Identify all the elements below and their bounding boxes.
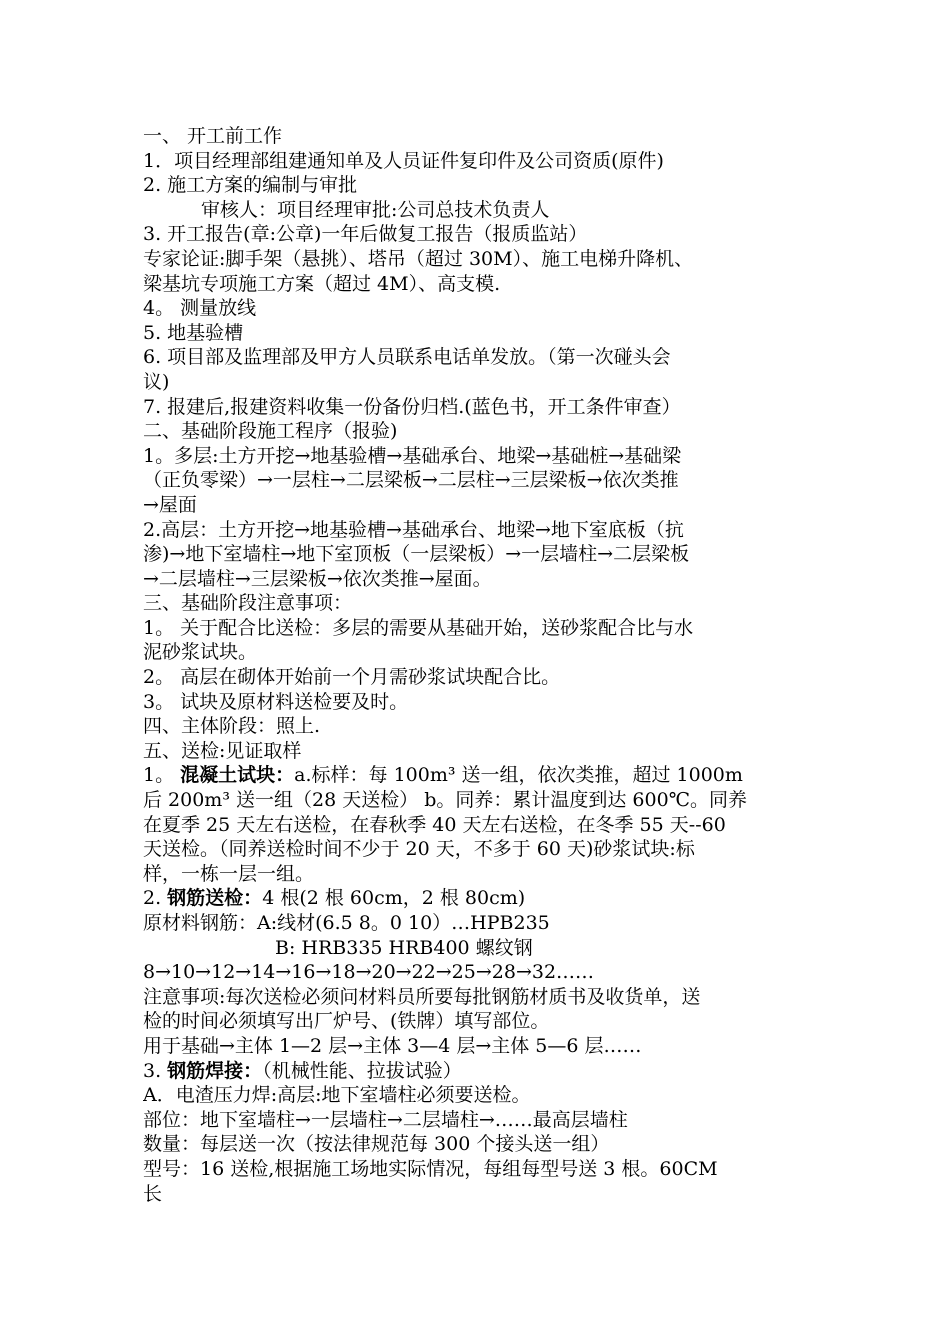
document-body xyxy=(143,124,808,1206)
rebar-weld-line xyxy=(143,1059,808,1084)
bold-label: 混凝土试块： xyxy=(180,764,295,787)
text-line: 梁基坑专项施工方案（超过 4M）、高支模. xyxy=(143,272,501,295)
text-line: 原材料钢筋：A:线材(6.5 8。0 10）…HPB235 xyxy=(143,912,550,934)
text-line: 4。 测量放线 xyxy=(143,297,257,320)
item-number: 1。 xyxy=(143,764,181,787)
text-line: 长 xyxy=(143,1182,163,1205)
section-heading-1: 一、 开工前工作 xyxy=(143,125,283,147)
rebar-test-line xyxy=(143,886,808,911)
text-line: （正负零梁）→一层柱→二层梁板→二层柱→三层梁板→依次类推 xyxy=(143,469,679,492)
text-line: 检的时间必须填写出厂炉号、(铁牌）填写部位。 xyxy=(143,1010,550,1033)
section-heading-2: 二、基础阶段施工程序（报验) xyxy=(143,420,398,443)
item-text: a.标样：每 100m³ 送一组，依次类推，超过 1000m xyxy=(294,764,743,787)
text-line: 2. 施工方案的编制与审批 xyxy=(143,174,358,197)
text-line: 1．项目经理部组建通知单及人员证件复印件及公司资质(原件) xyxy=(143,149,664,172)
item-text: （机械性能、拉拔试验） xyxy=(262,1059,462,1082)
text-line: 7. 报建后,报建资料收集一份备份归档.(蓝色书，开工条件审查） xyxy=(143,395,681,418)
text-line: 6. 项目部及监理部及甲方人员联系电话单发放。（第一次碰头会 xyxy=(143,346,671,369)
bold-label: 钢筋焊接： xyxy=(167,1059,263,1082)
text-line: →屋面 xyxy=(143,493,197,516)
text-line: 3. 开工报告(章:公章)一年后做复工报告（报质监站） xyxy=(143,223,588,246)
text-line: 3。 试块及原材料送检要及时。 xyxy=(143,690,409,713)
text-line: 型号：16 送检,根据施工场地实际情况，每组每型号送 3 根。60CM xyxy=(143,1157,718,1180)
text-line: 议) xyxy=(143,370,170,393)
text-line: 1。多层:土方开挖→地基验槽→基础承台、地梁→基础桩→基础梁 xyxy=(143,444,682,467)
text-line: 样，一栋一层一组。 xyxy=(143,862,315,885)
text-line: 部位：地下室墙柱→一层墙柱→二层墙柱→……最高层墙柱 xyxy=(143,1108,628,1131)
text-line: A．电渣压力焊:高层:地下室墙柱必须要送检。 xyxy=(143,1084,531,1107)
text-line: 2.高层：土方开挖→地基验槽→基础承台、地梁→地下室底板（抗 xyxy=(143,518,684,541)
text-line: B: HRB335 HRB400 螺纹钢 xyxy=(275,936,533,959)
text-line: 审核人：项目经理审批:公司总技术负责人 xyxy=(201,198,550,221)
section-heading-5: 五、送检:见证取样 xyxy=(143,739,302,762)
text-line: 5. 地基验槽 xyxy=(143,321,244,344)
text-line: 注意事项:每次送检必须问材料员所要每批钢筋材质书及收货单，送 xyxy=(143,985,701,1008)
item-number: 2. xyxy=(143,887,168,910)
concrete-test-line xyxy=(143,763,808,788)
text-line: →二层墙柱→三层梁板→依次类推→屋面。 xyxy=(143,567,492,590)
text-line: 在夏季 25 天左右送检，在春秋季 40 天左右送检，在冬季 55 天--60 xyxy=(143,813,726,836)
item-text: 4 根(2 根 60cm，2 根 80cm) xyxy=(262,887,526,910)
section-heading-4: 四、主体阶段：照上. xyxy=(143,715,321,738)
bold-label: 钢筋送检： xyxy=(167,887,263,910)
text-line: 后 200m³ 送一组（28 天送检） b。同养：累计温度到达 600℃。同养 xyxy=(143,789,747,812)
text-line: 1。 关于配合比送检：多层的需要从基础开始，送砂浆配合比与水 xyxy=(143,616,694,639)
item-number: 3. xyxy=(143,1059,168,1082)
text-line: 天送检。（同养送检时间不少于 20 天，不多于 60 天)砂浆试块:标 xyxy=(143,838,695,861)
text-line: 数量：每层送一次（按法律规范每 300 个接头送一组） xyxy=(143,1133,610,1156)
section-heading-3: 三、基础阶段注意事项： xyxy=(143,592,353,615)
text-line: 用于基础→主体 1—2 层→主体 3—4 层→主体 5—6 层…… xyxy=(143,1034,642,1057)
text-line: 渗)→地下室墙柱→地下室顶板（一层梁板）→一层墙柱→二层梁板 xyxy=(143,543,690,566)
text-line: 泥砂浆试块。 xyxy=(143,641,258,664)
text-line: 专家论证:脚手架（悬挑）、塔吊（超过 30M）、施工电梯升降机、 xyxy=(143,247,694,270)
text-line: 2。 高层在砌体开始前一个月需砂浆试块配合比。 xyxy=(143,666,561,689)
text-line: 8→10→12→14→16→18→20→22→25→28→32…… xyxy=(143,961,595,984)
